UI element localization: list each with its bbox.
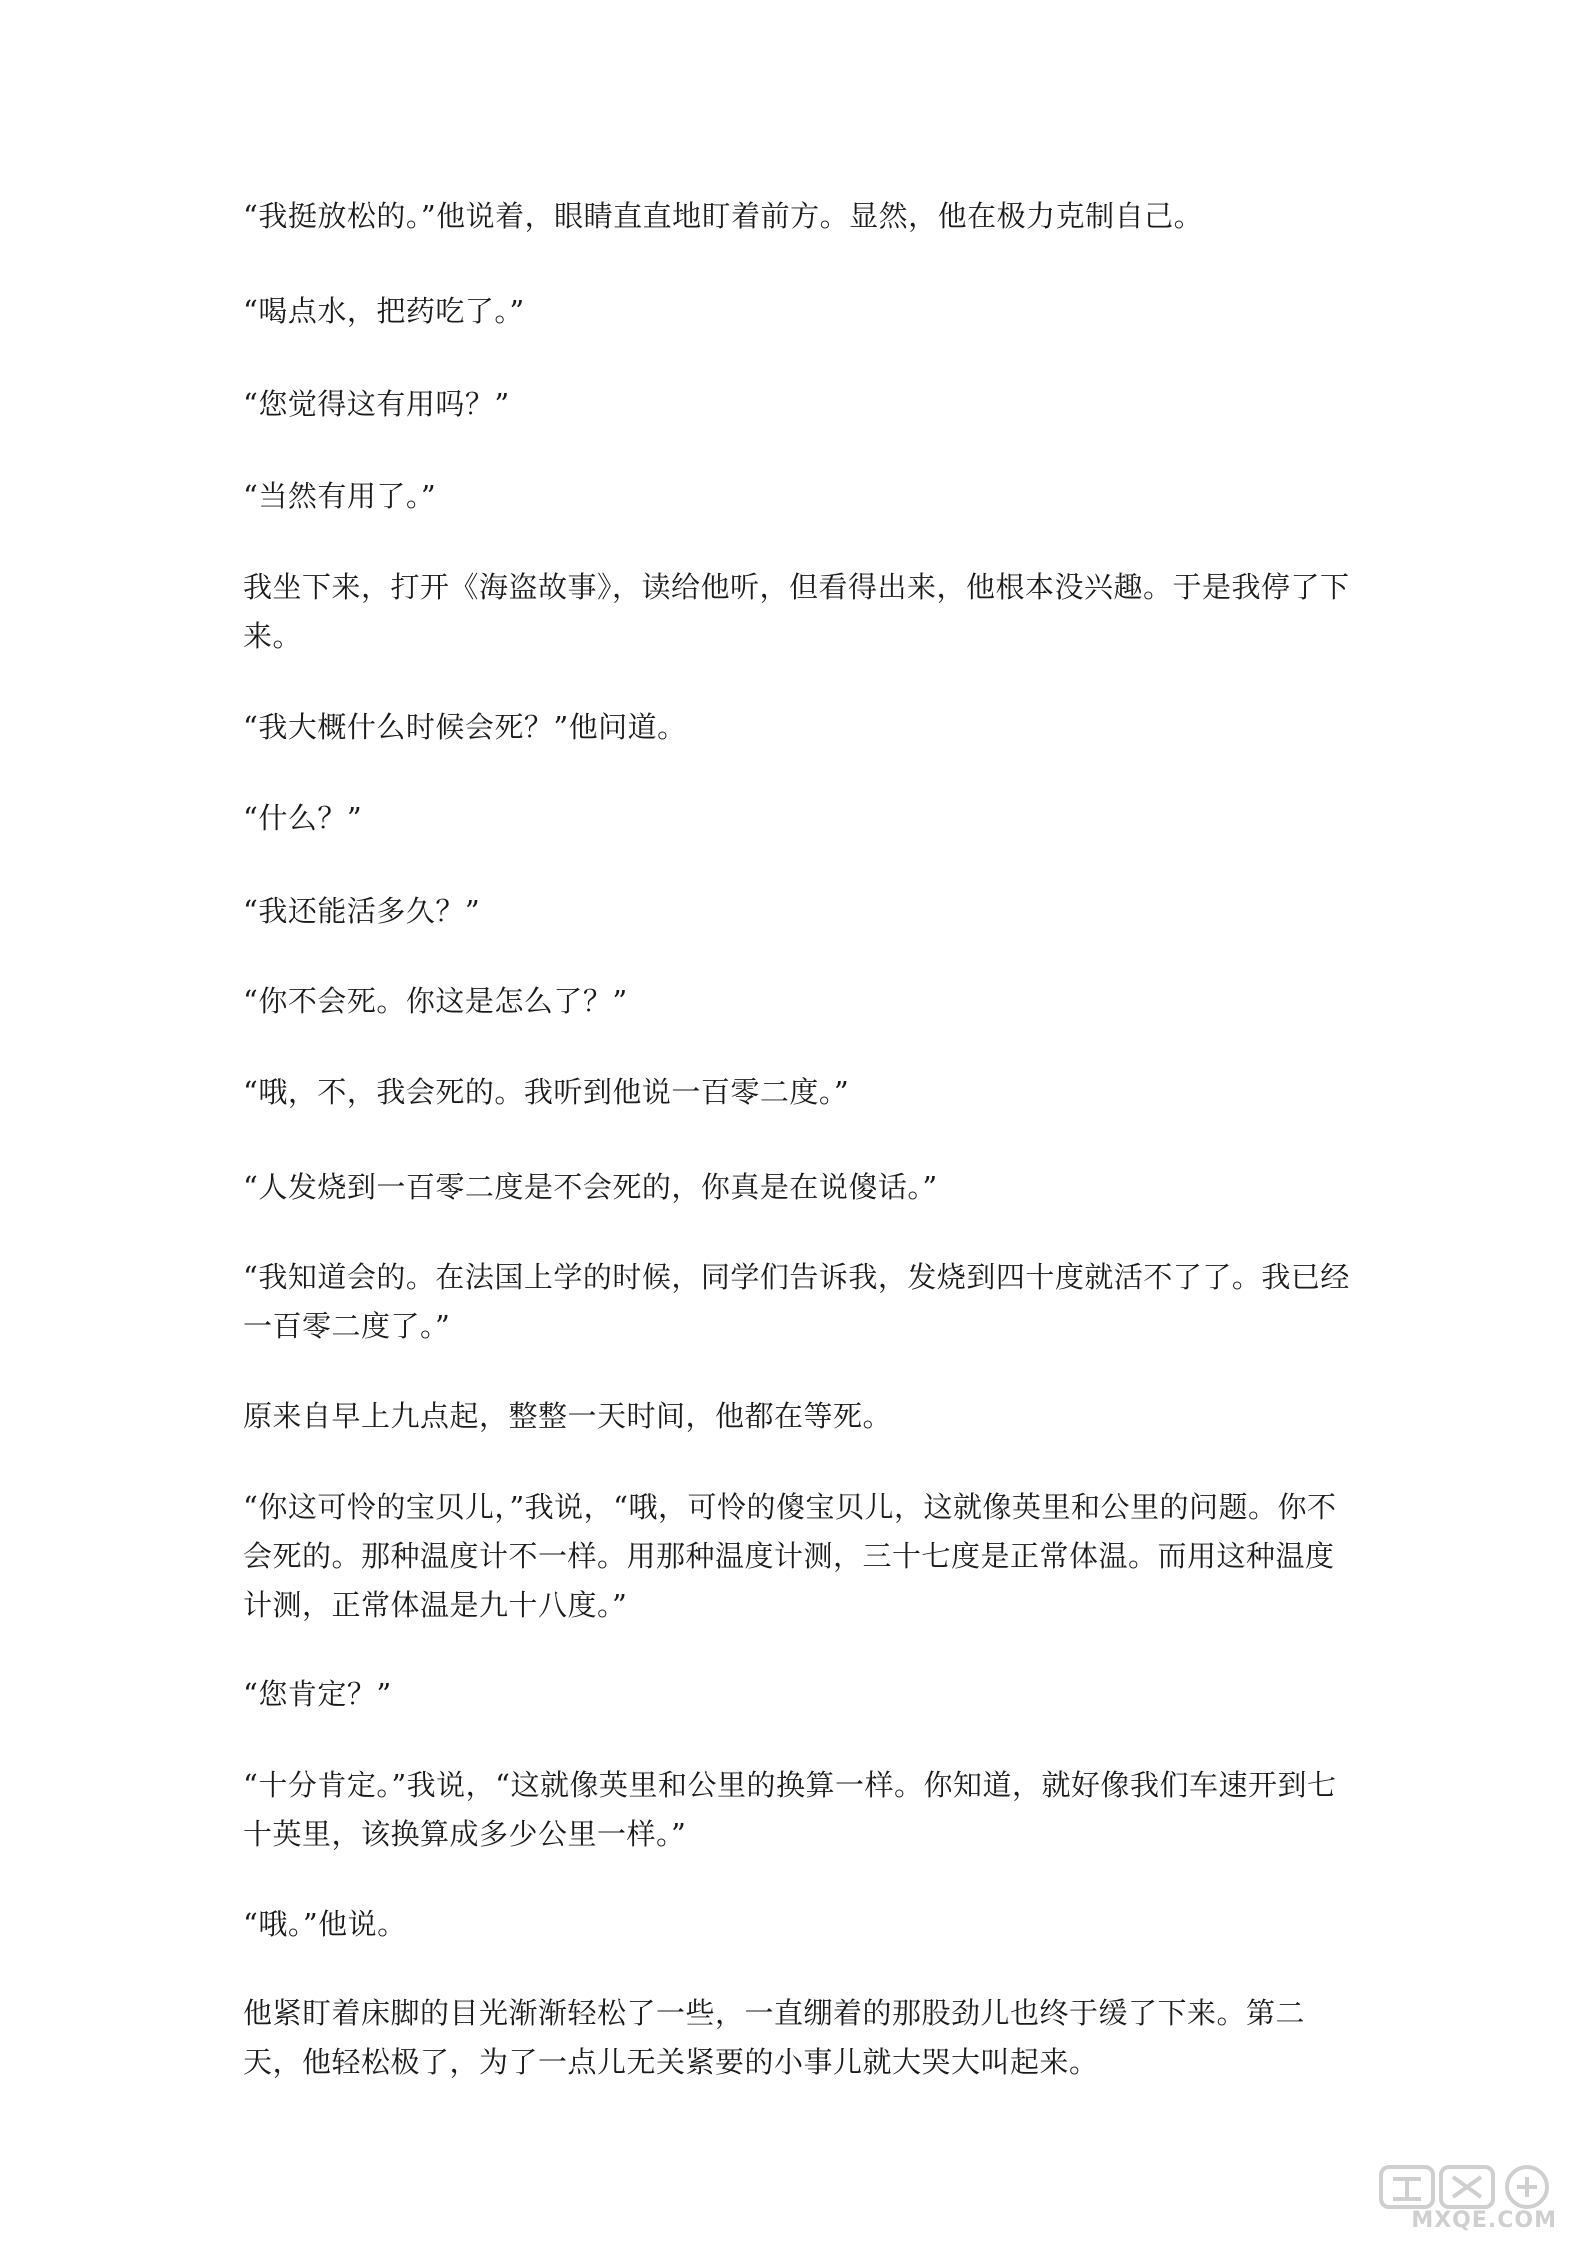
paragraph: 原来自早上九点起，整整一天时间，他都在等死。 <box>243 1399 893 1433</box>
paragraph: “我大概什么时候会死？”他问道。 <box>243 710 687 744</box>
paragraph: “哦。”他说。 <box>243 1907 407 1941</box>
site-watermark <box>1379 2163 1569 2233</box>
paragraph: “您肯定？” <box>243 1677 392 1711</box>
paragraph: “什么？” <box>243 801 363 835</box>
watermark-logo-icon <box>1379 2163 1559 2211</box>
paragraph: 他紧盯着床脚的目光渐渐轻松了一些，一直绷着的那股劲儿也终于缓了下来。第二天，他轻松极了，为了一点儿无关紧要的小事儿就大哭大叫起来。 <box>243 1996 1306 2079</box>
paragraph: “我知道会的。在法国上学的时候，同学们告诉我，发烧到四十度就活不了了。我已经一百零二度了。” <box>243 1260 1350 1343</box>
paragraph: 我坐下来，打开《海盗故事》，读给他听，但看得出来，他根本没兴趣。于是我停了下来。 <box>243 570 1350 653</box>
paragraph: “我还能活多久？” <box>243 894 481 928</box>
paragraph: “您觉得这有用吗？” <box>243 387 510 421</box>
paragraph: “我挺放松的。”他说着，眼睛直直地盯着前方。显然，他在极力克制自己。 <box>243 199 1204 233</box>
paragraph: “哦，不，我会死的。我听到他说一百零二度。” <box>243 1075 850 1109</box>
paragraph: “十分肯定。”我说，“这就像英里和公里的换算一样。你知道，就好像我们车速开到七十英里，该换算成多少公里一样。” <box>243 1768 1337 1851</box>
paragraph: “你这可怜的宝贝儿，”我说，“哦，可怜的傻宝贝儿，这就像英里和公里的问题。你不会死的。那种温度计不一样。用那种温度计测，三十七度是正常体温。而用这种温度计测，正常体温是九十八度。” <box>243 1490 1337 1622</box>
paragraph: “人发烧到一百零二度是不会死的，你真是在说傻话。” <box>243 1170 938 1204</box>
paragraph: “当然有用了。” <box>243 479 437 513</box>
watermark-site-text: MXQE.COM <box>1411 2208 1557 2233</box>
paragraph: “你不会死。你这是怎么了？” <box>243 984 628 1018</box>
paragraph: “喝点水，把药吃了。” <box>243 294 525 328</box>
